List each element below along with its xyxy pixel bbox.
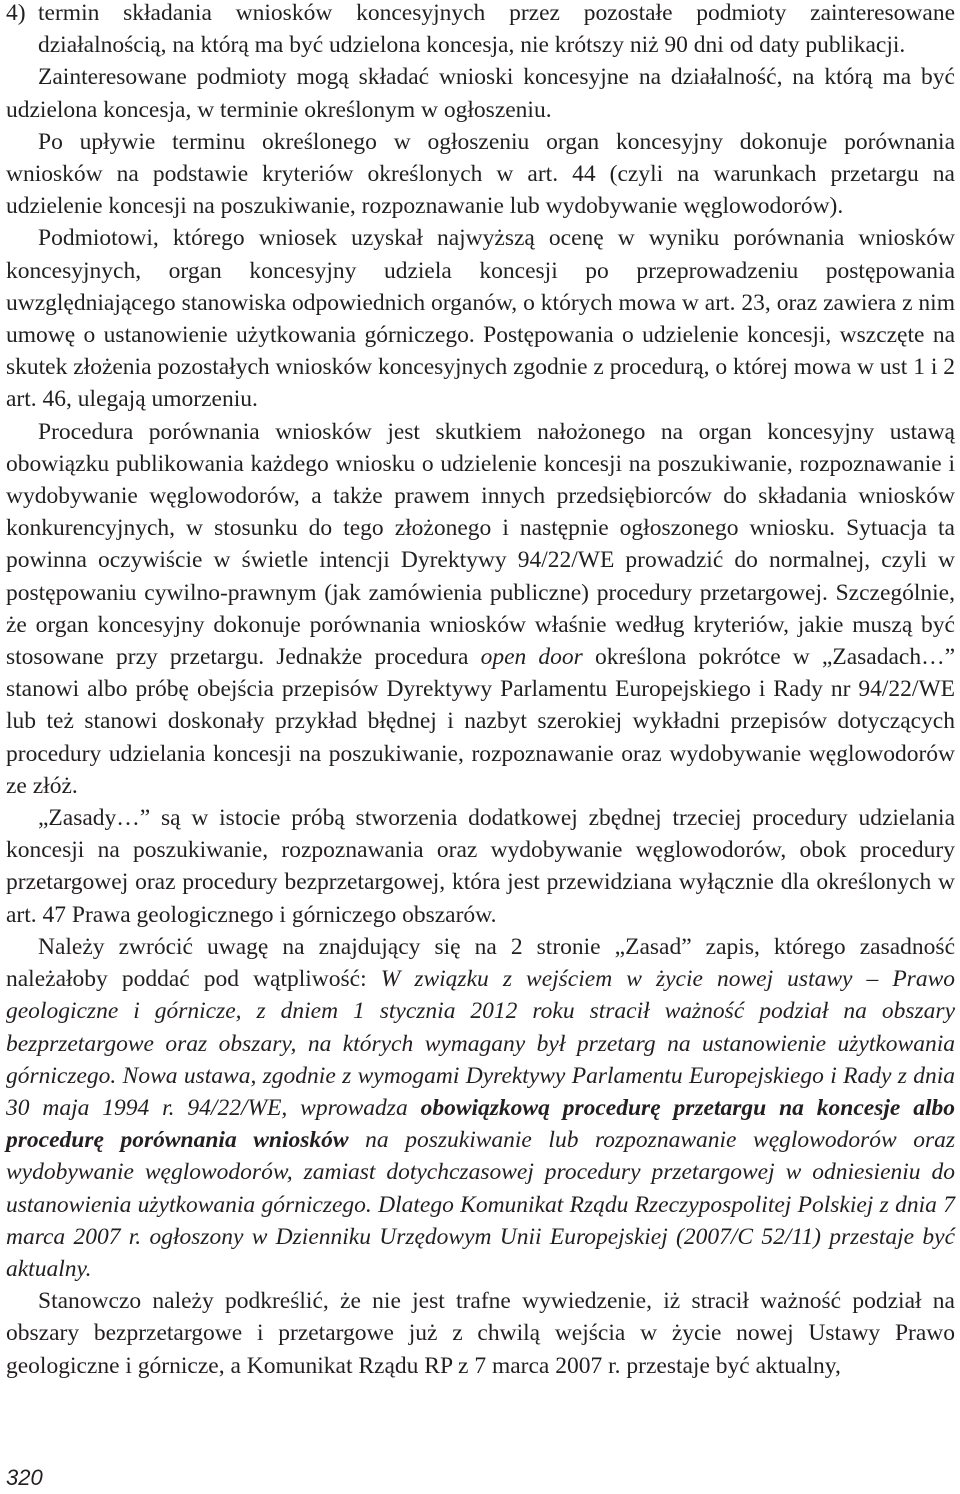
paragraph-stanowczo: Stanowczo należy podkreślić, że nie jest trafne wywiedzenie, iż stracił ważność podział na obszary bezprzetargowe i przetargowe już z chwilą wejścia w życie nowej Ustawy Prawo geologiczne i górnicze, a Komunikat Rządu RP z 7 marca 2007 r. przestaje być aktualny, [6,1288,955,1379]
paragraph-po-uplywie: Po upływie terminu określonego w ogłoszeniu organ koncesyjny dokonuje porównania wniosków na podstawie kryteriów określonych w art. 44 (czyli na warunkach przetargu na udzielenie koncesji na poszukiwanie, rozpoznawanie lub wydobywanie węglowodorów). [6,128,955,220]
paragraph-procedura-text-1: Procedura porównania wniosków jest skutkiem nałożonego na organ koncesyjny ustawą obowiązku publikowania każdego wniosku o udzielenie koncesji na poszukiwanie, rozpoznawanie i wydobywanie węglowodorów, a także prawem innych przedsiębiorców do składania wniosków konkurencyjnych, w stosunku do tego złożonego i następnie ogłoszonego wniosku. Sytuacja ta powinna oczywiście w świetle intencji Dyrektywy 94/22/WE prowadzić do normalnej, czyli w postępowaniu cywilno-prawnym (jak zamówienia publiczne) procedury przetargowej. Szczególnie, że organ koncesyjny dokonuje porównania wniosków właśnie według kryteriów, jakie muszą być stosowane przy przetargu. Jednakże procedura [6,418,955,671]
list-item-4 [6,0,955,61]
paragraph-procedura [6,416,955,802]
paragraph-zainteresowane: Zainteresowane podmioty mogą składać wnioski koncesyjne na działalność, na którą ma być udzielona koncesja, w terminie określonym w ogłoszeniu. [6,64,955,123]
list-item-number: 4) [6,0,26,26]
open-door-term: open door [480,644,583,671]
page-number: 320 [6,1465,43,1490]
paragraph-podmiotowi: Podmiotowi, którego wniosek uzyskał najwyższą ocenę w wyniku porównania wniosków koncesyjnych, organ koncesyjny udziela koncesji po przeprowadzeniu postępowania uwzględniającego stanowiska odpowiednich organów, o których mowa w art. 23, oraz zawiera z nim umowę o ustanowienie użytkowania górniczego. Postępowania o udzielenie koncesji, wszczęte na skutek złożenia pozostałych wniosków koncesyjnych zgodnie z procedurą, o której mowa w ust 1 i 2 art. 46, ulegają umorzeniu. [6,225,955,413]
quoted-passage-part-1: W związku z wejściem w życie nowej ustawy – Prawo geologiczne i górnicze, z dniem 1 stycznia 2012 roku stracił ważność podział na obszary bezprzetargowe oraz obszary, na których wymagany był przetarg na ustanowienie użytkowania górniczego. Nowa ustawa, zgodnie z wymogami Dyrektywy Parlamentu Europejskiego i Rady z dnia 30 maja 1994 r. 94/22/WE, wprowadza [6,966,955,1121]
paragraph-nalezy [6,931,955,1285]
paragraph-procedura-text-2: określona pokrótce w „Zasadach…” stanowi albo próbę obejścia przepisów Dyrektywy Parlamentu Europejskiego i Rady nr 94/22/WE lub też stanowi doskonały przykład błędnej i nazbyt szerokiej wykładni przepisów dotyczących procedury udzielania koncesji na poszukiwanie, rozpoznawanie oraz wydobywanie węglowodorów ze złóż. [6,644,955,799]
quoted-passage-part-2: na poszukiwanie lub rozpoznawanie węglowodorów oraz wydobywanie węglowodorów, zamiast dotychczasowej procedury przetargowej w odniesieniu do ustanowienia użytkowania górniczego. Dlatego Komunikat Rządu Rzeczypospolitej Polskiej z dnia 7 marca 2007 r. ogłoszony w Dzienniku Urzędowym Unii Europejskiej (2007/C 52/11) przestaje być aktualny. [6,1127,956,1282]
list-item-text: termin składania wniosków koncesyjnych przez pozostałe podmioty zainteresowane działalnością, na którą ma być udzielona koncesja, nie krótszy niż 90 dni od daty publikacji. [38,0,955,59]
paragraph-zasady: „Zasady…” są w istocie próbą stworzenia dodatkowej zbędnej trzeciej procedury udzielania koncesji na poszukiwanie, rozpoznawania oraz wydobywanie węglowodorów, obok procedury przetargowej oraz procedury bezprzetargowej, która jest przewidziana wyłącznie dla określonych w art. 47 Prawa geologicznego i górniczego obszarów. [6,805,955,928]
quoted-passage-emphasis: obowiązkową procedurę przetargu na koncesje albo procedurę porównania wniosków [6,1094,955,1154]
paragraph-nalezy-text: Należy zwrócić uwagę na znajdujący się na 2 stronie „Zasad” zapis, którego zasadność należałoby poddać pod wątpliwość: [6,933,955,993]
document-body [6,0,955,1382]
